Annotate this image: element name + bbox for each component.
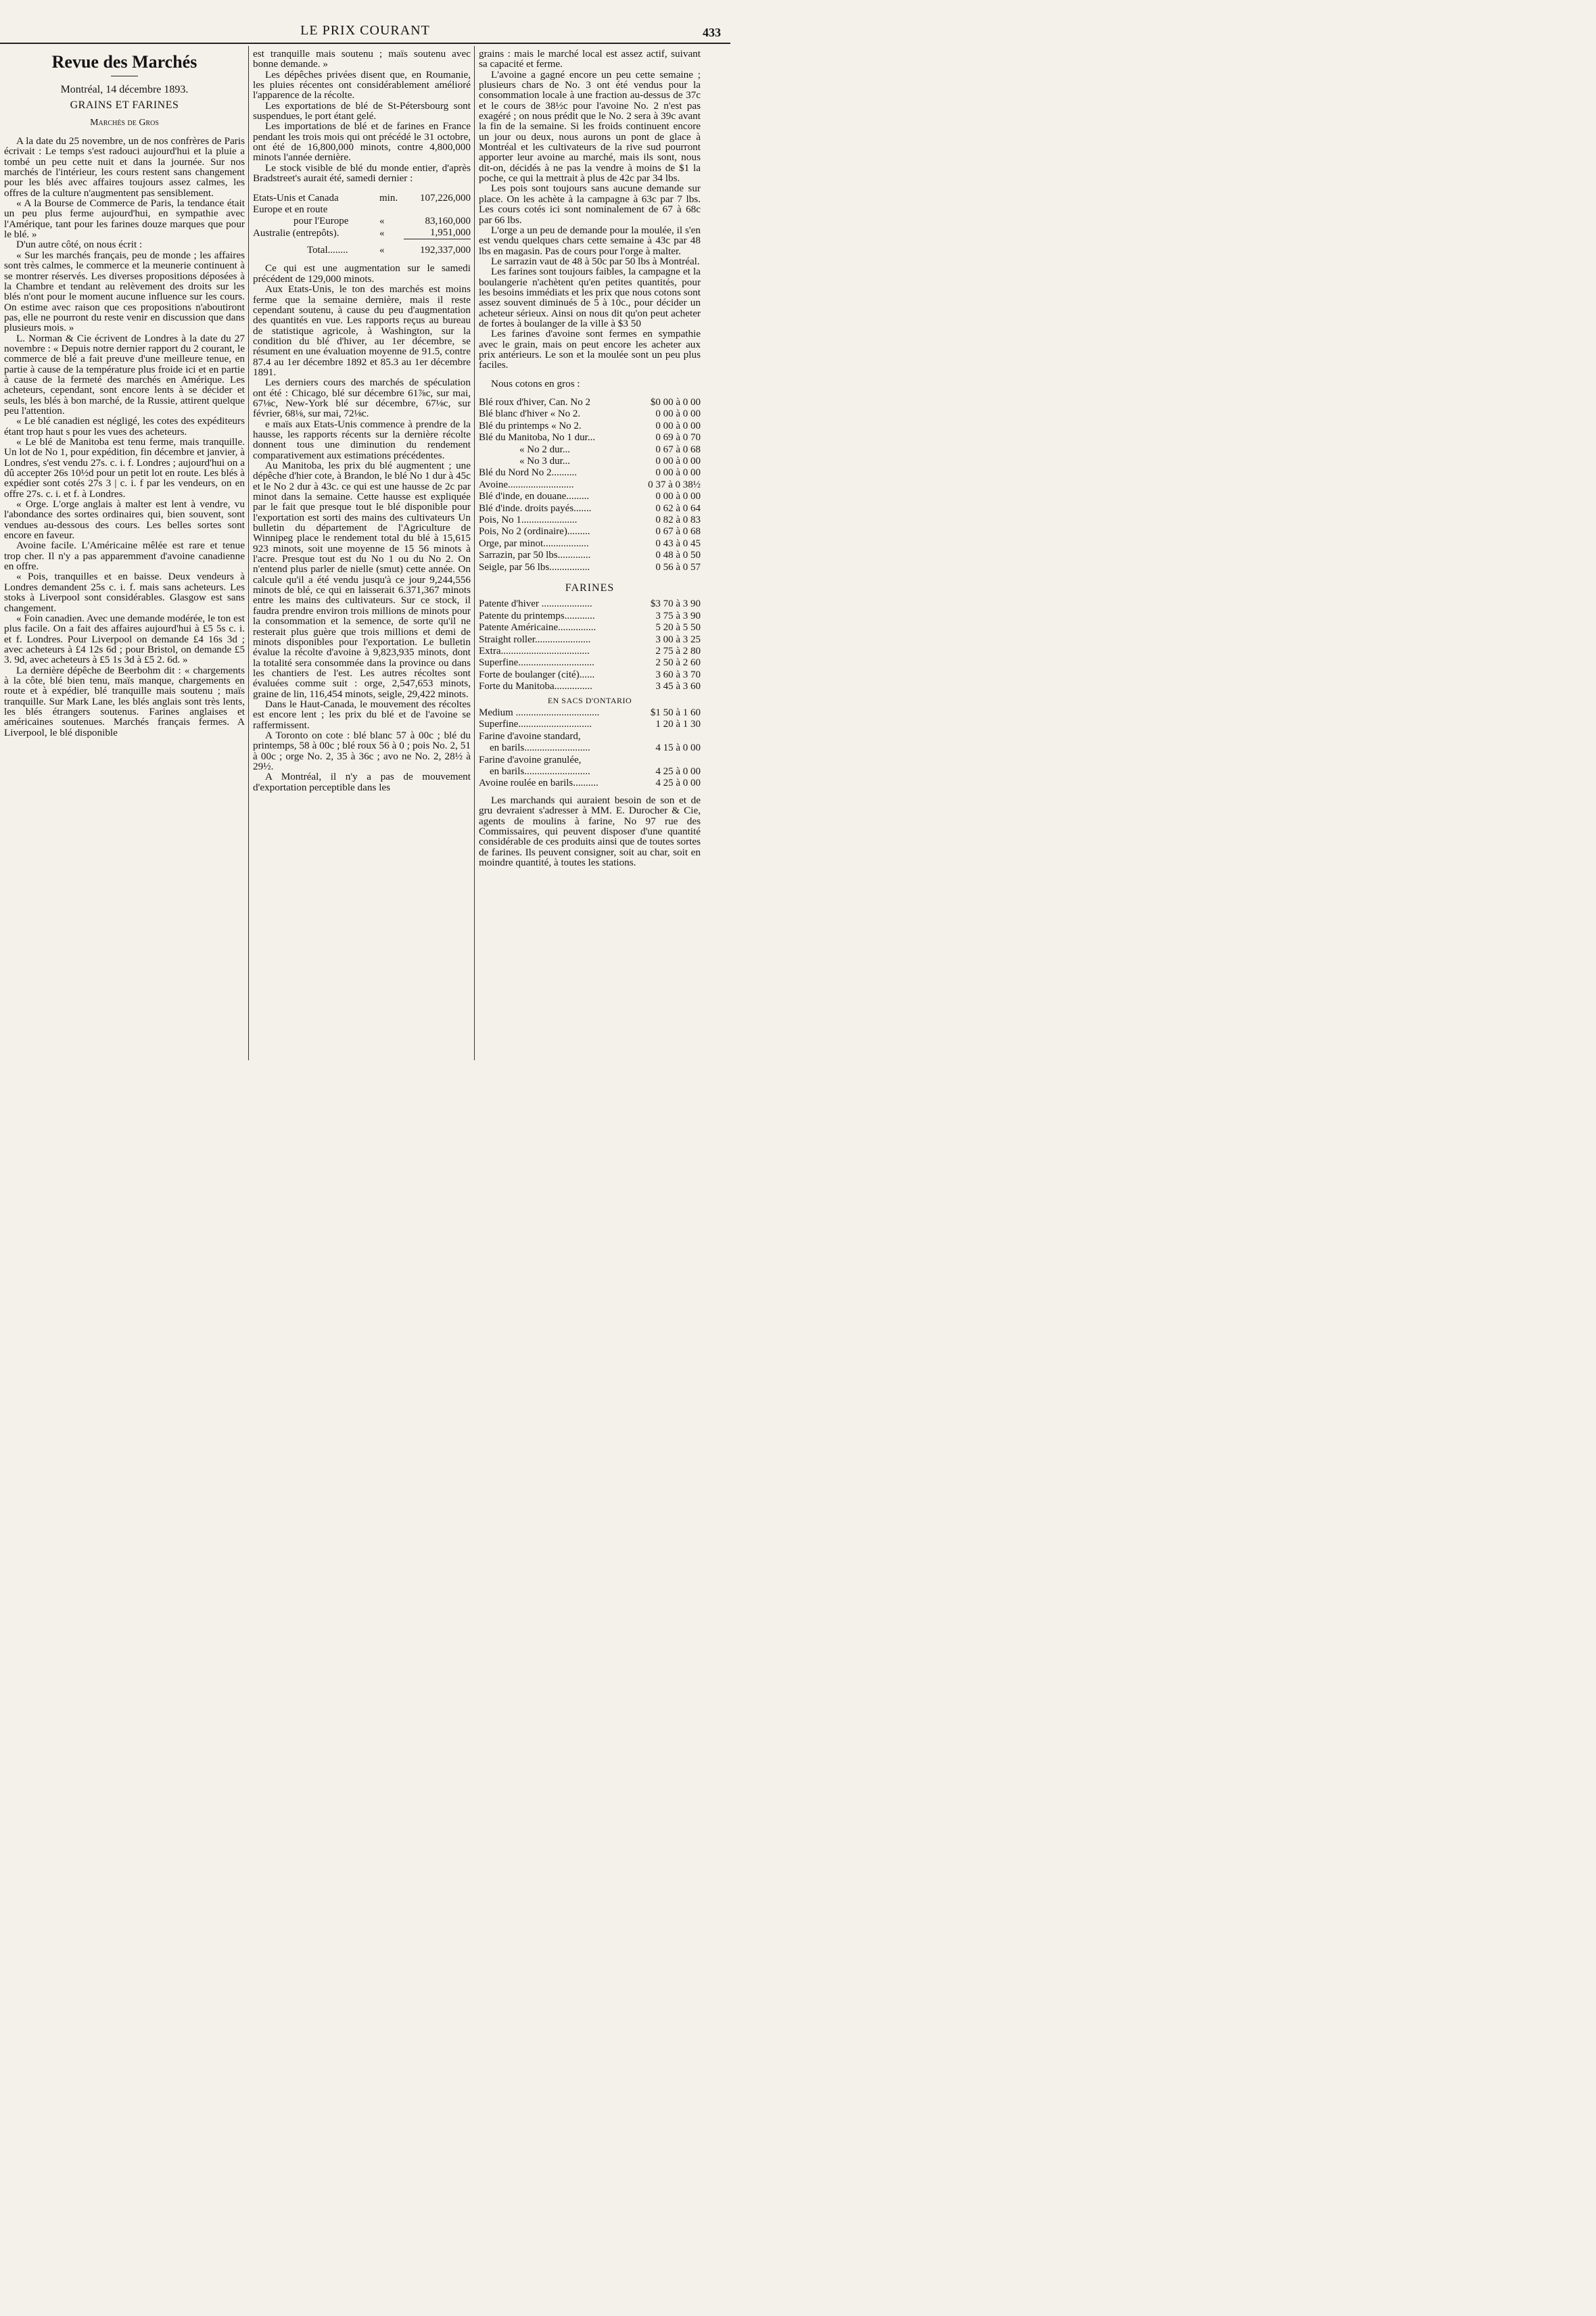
grain-price-table [479,397,701,573]
price-label: Orge, par minot.................. [479,538,589,549]
paragraph: A Montréal, il n'y a pas de mouvement d'exportation perceptible dans les [253,771,471,793]
price-value: 5 20 à 5 50 [655,622,701,634]
farines-heading: FARINES [565,582,615,594]
dateline: Montréal, 14 décembre 1893. [60,84,189,95]
table-row [479,397,701,408]
price-value: 3 75 à 3 90 [655,610,701,621]
price-label: Blé d'inde. droits payés....... [479,502,592,514]
newspaper-page [0,0,730,1060]
column-divider [474,46,475,1060]
price-label: Blé roux d'hiver, Can. No 2 [479,397,590,408]
table-row [479,526,701,538]
table-row [479,538,701,550]
table-row [479,646,701,657]
subsection-heading: Marchés de Gros [90,117,159,128]
price-label: Forte du Manitoba............... [479,681,592,692]
price-value [636,731,701,742]
price-value: 0 00 à 0 00 [655,408,701,420]
table-row [253,193,471,204]
price-value: 2 50 à 2 60 [655,657,701,669]
table-row [479,515,701,526]
stock-value: 1,951,000 [404,227,471,239]
article-title: Revue des Marchés [51,52,197,72]
section-heading: GRAINS ET FARINES [70,99,179,112]
table-row [253,204,471,216]
page-header [0,0,730,42]
table-row [479,444,701,456]
price-value: 0 43 à 0 45 [655,538,701,549]
paragraph: « A la Bourse de Commerce de Paris, la tendance était un peu plus ferme aujourd'hui, en sympathie avec l'Amérique, tant pour les farines douze marques que pour le blé. » [4,197,245,241]
stock-unit [379,204,404,216]
stock-unit: « [379,216,385,227]
price-value: 0 56 à 0 57 [655,561,701,573]
price-value: 0 67 à 0 68 [655,444,701,455]
paragraph: L'orge a un peu de demande pour la moulée, il s'en est vendu quelques chars cette semaine à 43c par 48 lbs en magasin. Pas de cours pour l'orge à malter. [479,224,701,257]
table-row [253,216,471,227]
price-label: Straight roller...................... [479,634,591,645]
price-label: « No 3 dur... [519,456,570,467]
paragraph: D'un autre côté, on nous écrit : [16,239,143,251]
table-row [479,479,701,491]
stock-table [253,193,471,256]
paragraph: « Orge. L'orge anglais à malter est lent à vendre, vu l'abondance des sortes ordinaires qui, bien souvent, sont vendues au-dessous des cours. Les belles sortes sont encore en faveur. [4,498,245,542]
table-row [479,766,701,778]
price-value: 0 69 à 0 70 [655,432,701,444]
price-value: 4 25 à 0 00 [655,766,701,778]
price-value [636,755,701,766]
column-1 [4,49,245,738]
stock-unit: « [379,227,385,239]
table-row [479,622,701,634]
paragraph: Les farines d'avoine sont fermes en sympathie avec le grain, mais on peut encore les acheter aux prix antérieurs. Le son et la moulée sont un peu plus faciles. [479,328,701,371]
paragraph: Au Manitoba, les prix du blé augmentent ; une dépêche d'hier cote, à Brandon, le blé No 1 dur à 45c et le No 2 dur à 43c. ce qui est une hausse de 2c par minot dans la semaine. Cette hausse est expliquée par le fait que presque tout le blé disponible pour l'exportation est sorti des mains des cultivateurs Un bulletin du département de l'Agriculture de Winnipeg place le rendement total du blé à 15,615 923 minots, soit une moyenne de 15 56 minots à l'acre. Presque tout est du No 1 ou du No 2. On n'entend plus parler de nielle (smut) cette année. On calcule qu'il a été vendu jusqu'à ce jour 9,244,556 minots de blé, ce qui en laisserait 6.371,367 minots entre les mains des cultivateurs. Sur ce stock, il faudra prendre environ trois millions de minots pour la consommation et la semence, de sorte qu'il ne resterait plus guère que trois millions et demi de minots disponibles pour l'exportation. Le bulletin évalue la récolte d'avoine à 9,823,935 minots, dont la totalité sera consommée dans la province ou dans les chantiers de l'est. Les autres récoltes sont évaluées comme suit : orge, 2,547,653 minots, graine de lin, 116,454 minots, seigle, 29,422 minots. [253,460,471,700]
paragraph: Les derniers cours des marchés de spéculation ont été : Chicago, blé sur décembre 61⅞c, sur mai, 67⅛c, New-York blé sur décembre, 67⅛c, sur février, 68⅛, sur mai, 72⅛c. [253,377,471,420]
paragraph: Nous cotons en gros : [491,377,580,389]
paragraph: Les exportations de blé de St-Pétersbourg sont suspendues, le port étant gelé. [253,99,471,122]
stock-total-value: 192,337,000 [420,245,471,256]
paragraph: Le sarrazin vaut de 48 à 50c par 50 lbs à Montréal. [491,255,700,267]
stock-total-label: Total........ [307,245,348,256]
paragraph: Dans le Haut-Canada, le mouvement des récoltes est encore lent ; les prix du blé et de l'avoine se raffermissent. [253,698,471,731]
price-value: 4 15 à 0 00 [655,742,701,754]
table-row [479,598,701,610]
price-label: Blé d'inde, en douane......... [479,491,590,502]
price-label: « No 2 dur... [519,444,570,455]
table-row [479,503,701,515]
paragraph: Les farines sont toujours faibles, la campagne et la boulangerie n'achètent qu'en petites quantités, pour les besoins immédiats et les prix que nous cotons sont assez souvent diminués de 5 à 10c., pour décider un acheteur sérieux. Ainsi on nous dit qu'on peut acheter de fortes à boulanger de la ville à $3 50 [479,266,701,329]
spacer [479,389,701,397]
price-label: en barils.......................... [490,766,590,778]
table-row [479,408,701,420]
paragraph: L. Norman & Cie écrivent de Londres à la date du 27 novembre : « Depuis notre dernier rapport du 2 courant, le commerce de blé a fait preuve d'une meilleure tenue, en partie à cause de la température plus froide ici et en partie à cause de la fermeté des marchés en Amérique. Les acheteurs, cependant, sont encore lents à se décider et seuls, les blés à bon marché, de la Russie, attirent quelque peu l'attention. [4,332,245,417]
price-value: 0 82 à 0 83 [655,515,701,526]
price-value: 0 00 à 0 00 [655,456,701,467]
paragraph: « Pois, tranquilles et en baisse. Deux vendeurs à Londres demandent 25s c. i. f. mais sans acheteurs. Les stoks à Liverpool sont considérables. Glasgow est sans changement. [4,571,245,614]
price-label: Avoine.......................... [479,479,574,490]
page-number: 433 [703,26,721,39]
table-row [479,778,701,789]
stock-value [404,204,471,216]
table-row [479,421,701,432]
table-row [479,550,701,561]
table-row [479,456,701,467]
price-value: 1 20 à 1 30 [655,719,701,730]
price-value: 0 00 à 0 00 [655,420,701,431]
ontario-heading: EN SACS D'ONTARIO [547,695,632,705]
table-row [479,432,701,444]
price-label: Blé du Nord No 2.......... [479,467,577,479]
price-label: Seigle, par 56 lbs................ [479,561,590,573]
price-value: $1 50 à 1 60 [650,707,701,719]
table-row [479,669,701,681]
spacer [479,371,701,379]
table-row [479,755,701,766]
price-value: 0 67 à 0 68 [655,526,701,538]
paragraph: est tranquille mais soutenu ; maïs soutenu avec bonne demande. » [253,49,471,70]
ontario-price-table [479,707,701,790]
flour-price-table [479,598,701,692]
table-row [479,707,701,719]
price-value: 0 48 à 0 50 [655,550,701,561]
price-value: 3 60 à 3 70 [655,669,701,680]
price-value: 0 00 à 0 00 [655,491,701,502]
paragraph: « Sur les marchés français, peu de monde ; les affaires sont très calmes, le commerce et la meunerie continuent à se montrer réservés. Les diverses propositions déposées à la Chambre et tendant au relèvement des droits sur les blés n'ont pour le moment aucune influence sur les cours. On estime avec raison que ces propositions n'aboutiront pas, elle ne pourront du reste venir en discussion que dans plusieurs mois. » [4,249,245,334]
column-3 [479,49,701,868]
table-row [253,227,471,239]
price-label: Farine d'avoine standard, [479,730,581,742]
table-row [479,634,701,646]
paragraph: e maïs aux Etats-Unis commence à prendre de la hausse, les rapports récents sur la dernière récolte donnent tous une diminution du rendement comparativement aux estimations précédentes. [253,418,471,461]
price-label: Superfine.............................. [479,657,594,669]
price-label: Sarrazin, par 50 lbs............. [479,550,591,561]
price-value: 0 00 à 0 00 [655,467,701,479]
stock-label: Europe et en route [253,204,328,216]
paragraph: « Le blé canadien est négligé, les cotes des expéditeurs étant trop haut s pour les vues des acheteurs. [4,415,245,438]
paragraph: « Le blé de Manitoba est tenu ferme, mais tranquille. Un lot de No 1, pour expédition, fin décembre et janvier, à Londres, s'est vendu 27s. c. i. f. Londres ; aujourd'hui on a dû accepter 26s 10½d pour un petit lot en route. Les blés à expédier sont cotés 27s 3 | c. i. f par les vendeurs, on en offre 27s. c. i. et f. à Londres. [4,436,245,500]
paragraph: Les importations de blé et de farines en France pendant les trois mois qui ont précédé le 31 octobre, ont été de 16,800,000 minots, contre 4,800,000 minots l'année dernière. [253,120,471,164]
price-label: Farine d'avoine granulée, [479,754,582,765]
price-value: 2 75 à 2 80 [655,646,701,657]
column-2 [253,49,471,793]
paragraph: Aux Etats-Unis, le ton des marchés est moins ferme que la semaine dernière, mais il reste cependant soutenu, à cause du peu d'augmentation des quantités en vue. Les rapports reçus au bureau de statistique agricole, à Washington, sur la condition du blé d'hiver, au 1er décembre, se résument en une évaluation moyenne de 91.5, contre 87.4 au 1er décembre 1892 et 85.3 au 1er décembre 1891. [253,283,471,378]
stock-value: 83,160,000 [425,216,471,227]
paragraph: Le stock visible de blé du monde entier, d'après Bradstreet's aurait été, samedi dernier : [253,162,471,185]
price-label: Medium ................................. [479,707,600,719]
price-value: $0 00 à 0 00 [650,397,701,408]
price-label: Blé du Manitoba, No 1 dur... [479,432,596,444]
publication-title: LE PRIX COURANT [300,23,430,38]
price-label: Blé blanc d'hiver « No 2. [479,408,581,420]
table-row [479,491,701,502]
paragraph: Les dépêches privées disent que, en Roumanie, les pluies récentes ont considérablement amélioré l'apparence de la récolte. [253,68,471,101]
paragraph: Avoine facile. L'Américaine mêlée est rare et tenue trop cher. Il n'y a pas apparemment d'avoine canadienne en offre. [4,540,245,573]
price-value: $3 70 à 3 90 [650,598,701,610]
stock-label: Australie (entrepôts). [253,227,339,239]
price-label: Pois, No 1...................... [479,515,578,526]
table-row [479,562,701,573]
paragraph: Les pois sont toujours sans aucune demande sur place. On les achète à la campagne à 63c par 7 lbs. Les cours cotés ici sont nominalement de 67 à 68c par 66 lbs. [479,183,701,226]
table-row [479,742,701,754]
price-label: Forte de boulanger (cité)...... [479,669,595,680]
price-label: Pois, No 2 (ordinaire)......... [479,526,590,538]
price-label: Extra................................... [479,646,590,657]
table-row [479,719,701,730]
paragraph: L'avoine a gagné encore un peu cette semaine ; plusieurs chars de No. 3 ont été vendus pour la consommation locale à une fraction au-dessus de 37c et le cours de 38½c pour l'avoine No. 2 n'est pas exagéré ; on nous prédit que le No. 2 sera à 39c avant la fin de la semaine. Si les froids continuent encore un jour ou deux, nous aurons un pont de glace à Montréal et les cultivateurs de la rive sud pourront apporter leur avoine au marché, mais ils sont, nous dit-on, décidés à ne pas la vendre à moins de $1 la poche, ce qui la mettrait à plus de 42c par 34 lbs. [479,68,701,185]
table-row [479,681,701,692]
column-divider [248,46,249,1060]
paragraph: La dernière dépêche de Beerbohm dit : « chargements à la côte, blé bien tenu, maïs manque, chargements en route et à expédier, blé tranquille mais soutenu ; maïs tranquille. Sur Mark Lane, les blés anglais sont très lents, les blés étrangers soutenus. Farines anglaises et américaines soutenues. Marchés français fermes. A Liverpool, le blé disponible [4,664,245,738]
table-row [479,731,701,742]
price-label: Patente d'hiver .................... [479,598,592,610]
paragraph: Les marchands qui auraient besoin de son et de gru devraient s'adresser à MM. E. Durocher & Cie, agents de moulins à farine, No 97 rue des Commissaires, qui peuvent disposer d'une quantité considérable de ces produits ainsi que de toutes sortes de farines. Ils peuvent consigner, soit au char, soit en moindre quantité, à toutes les stations. [479,794,701,868]
stock-label: pour l'Europe [294,216,349,227]
price-label: Superfine............................. [479,719,592,730]
table-row [479,467,701,479]
stock-value: 107,226,000 [420,193,471,204]
price-label: en barils.......................... [490,742,590,754]
paragraph: Ce qui est une augmentation sur le samedi précédent de 129,000 minots. [253,262,471,285]
price-value: 0 37 à 0 38½ [648,479,701,490]
paragraph: A la date du 25 novembre, un de nos confrères de Paris écrivait : Le temps s'est radouci aujourd'hui et la pluie a tombé un peu cette nuit et dans la journée. Sur nos marchés de l'intérieur, les cours restent sans changement pour les blés avec affaires toujours assez calmes, les offres de la culture n'augmentent pas sensiblement. [4,135,245,199]
price-label: Blé du printemps « No 2. [479,420,582,431]
price-label: Patente du printemps............ [479,610,595,621]
price-value: 0 62 à 0 64 [655,502,701,514]
price-value: 4 25 à 0 00 [655,778,701,789]
header-rule [0,43,730,44]
price-value: 3 00 à 3 25 [655,634,701,645]
stock-unit: min. [379,193,398,204]
stock-label: Etats-Unis et Canada [253,193,339,204]
stock-unit: « [379,245,385,256]
paragraph: « Foin canadien. Avec une demande modérée, le ton est plus facile. On a fait des affaires aujourd'hui à £5 5s c. i. et f. Londres. Pour Liverpool on demande £4 16s 3d ; avec acheteurs à £4 12s 6d ; pour Bristol, on demande £5 3. 9d, avec acheteurs à £5 1s 3d à £5 2. 6d. » [4,612,245,666]
price-value: 3 45 à 3 60 [655,681,701,692]
table-row [253,239,471,257]
paragraph: A Toronto on cote : blé blanc 57 à 00c ; blé du printemps, 58 à 00c ; blé roux 56 à 0 ; pois No. 2, 51 à 00c ; orge No. 2, 35 à 36c ; avo ne No. 2, 28½ à 29½. [253,729,471,772]
price-label: Patente Américaine............... [479,622,596,634]
paragraph: grains : mais le marché local est assez actif, suivant sa capacité et ferme. [479,49,701,70]
table-row [479,657,701,669]
table-row [479,611,701,622]
price-label: Avoine roulée en barils.......... [479,778,598,789]
